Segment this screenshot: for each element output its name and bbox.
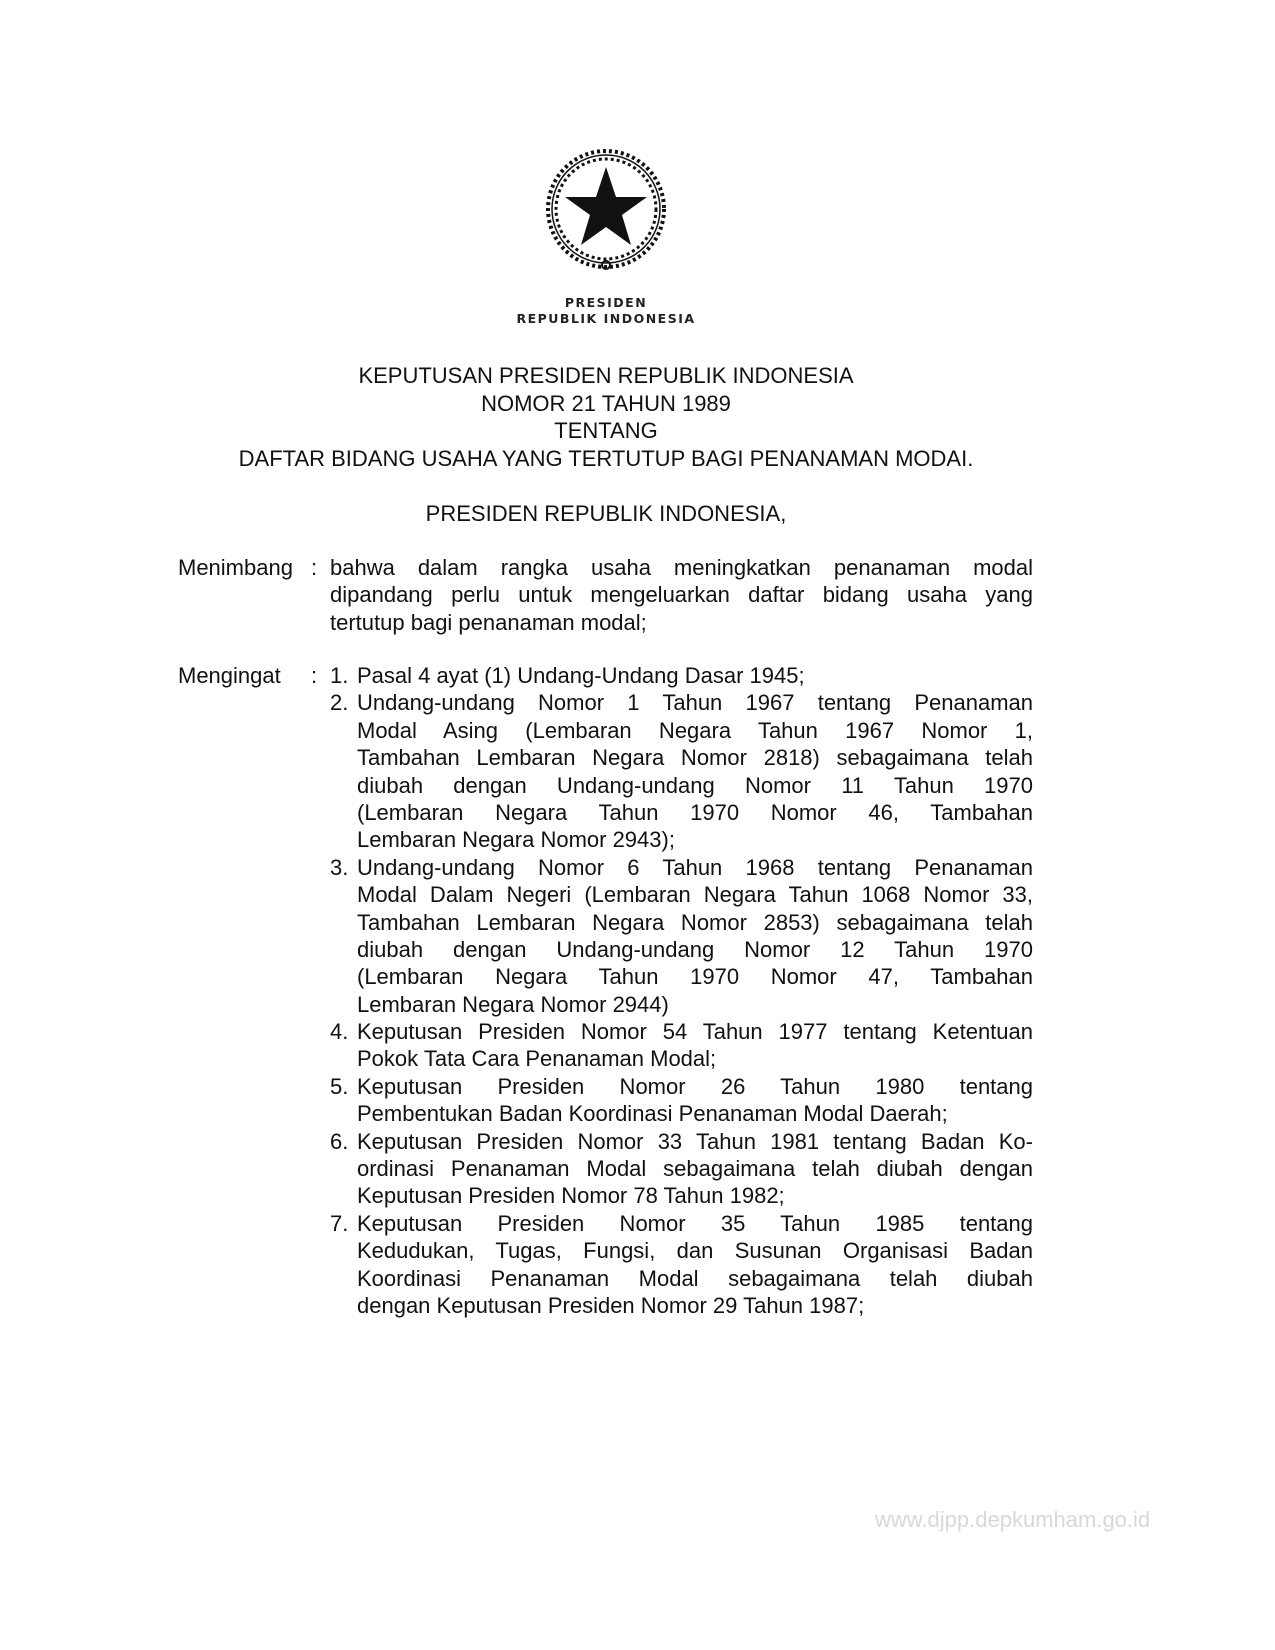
text-line: dipandang perlu untuk mengeluarkan daftar bidang usaha yang	[330, 582, 1033, 608]
issuer: PRESIDEN REPUBLIK INDONESIA,	[425, 501, 787, 526]
item-number: 7.	[330, 1210, 349, 1236]
menimbang-label: Menimbang	[178, 555, 293, 580]
text-line: tertutup bagi penanaman modal;	[330, 609, 647, 635]
text-line: Lembaran Negara Nomor 2943);	[357, 827, 675, 853]
text-line: Tambahan Lembaran Negara Nomor 2818) sebagaimana telah	[357, 745, 1033, 771]
item-number: 3.	[330, 854, 349, 880]
list-item	[330, 854, 1033, 1018]
letterhead-line2: REPUBLIK INDONESIA	[516, 311, 696, 326]
text-line: Tambahan Lembaran Negara Nomor 2853) sebagaimana telah	[357, 909, 1033, 935]
text-line: Pembentukan Badan Koordinasi Penanaman Modal Daerah;	[357, 1101, 948, 1127]
watermark: www.djpp.depkumham.go.id	[875, 1507, 1151, 1532]
text-line: Pokok Tata Cara Penanaman Modal;	[357, 1046, 717, 1072]
item-number: 1.	[330, 663, 349, 688]
text-line: Lembaran Negara Nomor 2944)	[357, 991, 669, 1017]
title-line: KEPUTUSAN PRESIDEN REPUBLIK INDONESIA	[358, 363, 854, 388]
item-number: 4.	[330, 1019, 349, 1045]
text-line: Undang-undang Nomor 6 Tahun 1968 tentang Penanaman	[357, 854, 1033, 880]
text-line: diubah dengan Undang-undang Nomor 11 Tahun 1970	[357, 772, 1033, 798]
item-number: 6.	[330, 1128, 349, 1154]
list-item	[330, 1073, 1033, 1128]
text-line: Keputusan Presiden Nomor 78 Tahun 1982;	[357, 1183, 785, 1209]
text-line: Keputusan Presiden Nomor 33 Tahun 1981 tentang Badan Ko-	[357, 1128, 1033, 1154]
title-line: DAFTAR BIDANG USAHA YANG TERTUTUP BAGI PENANAMAN MODAI.	[238, 445, 974, 471]
title-line: NOMOR 21 TAHUN 1989	[481, 390, 731, 416]
text-line: Keputusan Presiden Nomor 26 Tahun 1980 tentang	[357, 1073, 1033, 1099]
list-item	[330, 662, 1033, 689]
text-line: Keputusan Presiden Nomor 35 Tahun 1985 tentang	[357, 1210, 1033, 1236]
letterhead-line1: PRESIDEN	[564, 295, 648, 310]
list-item	[330, 689, 1033, 853]
presidential-emblem	[540, 145, 672, 277]
text-line: dengan Keputusan Presiden Nomor 29 Tahun 1987;	[357, 1292, 865, 1318]
text-line: Koordinasi Penanaman Modal sebagaimana telah diubah	[357, 1265, 1033, 1291]
mengingat-label: Mengingat	[178, 663, 281, 688]
text-line: Modal Dalam Negeri (Lembaran Negara Tahun 1068 Nomor 33,	[357, 882, 1033, 908]
decree-title	[100, 362, 1112, 472]
text-line: (Lembaran Negara Tahun 1970 Nomor 46, Tambahan	[357, 799, 1033, 825]
list-item	[330, 1210, 1033, 1320]
menimbang-text	[330, 554, 1033, 636]
list-item	[330, 1018, 1033, 1073]
text-line: Kedudukan, Tugas, Fungsi, dan Susunan Organisasi Badan	[357, 1238, 1033, 1264]
title-line: TENTANG	[554, 418, 658, 443]
menimbang-colon: :	[311, 555, 318, 580]
mengingat-list	[330, 662, 1033, 1319]
item-number: 5.	[330, 1073, 349, 1099]
text-line: Keputusan Presiden Nomor 54 Tahun 1977 tentang Ketentuan	[357, 1019, 1033, 1045]
text-line: Undang-undang Nomor 1 Tahun 1967 tentang Penanaman	[357, 690, 1033, 716]
text-line: (Lembaran Negara Tahun 1970 Nomor 47, Tambahan	[357, 964, 1033, 990]
text-line: Modal Asing (Lembaran Negara Tahun 1967 Nomor 1,	[357, 717, 1033, 743]
text-line: ordinasi Penanaman Modal sebagaimana telah diubah dengan	[357, 1156, 1033, 1182]
text-line: diubah dengan Undang-undang Nomor 12 Tahun 1970	[357, 936, 1033, 962]
text-line: Pasal 4 ayat (1) Undang-Undang Dasar 1945;	[357, 663, 805, 688]
list-item	[330, 1128, 1033, 1210]
item-number: 2.	[330, 690, 349, 716]
text-line: bahwa dalam rangka usaha meningkatkan penanaman modal	[330, 555, 1033, 580]
mengingat-colon: :	[311, 663, 318, 688]
